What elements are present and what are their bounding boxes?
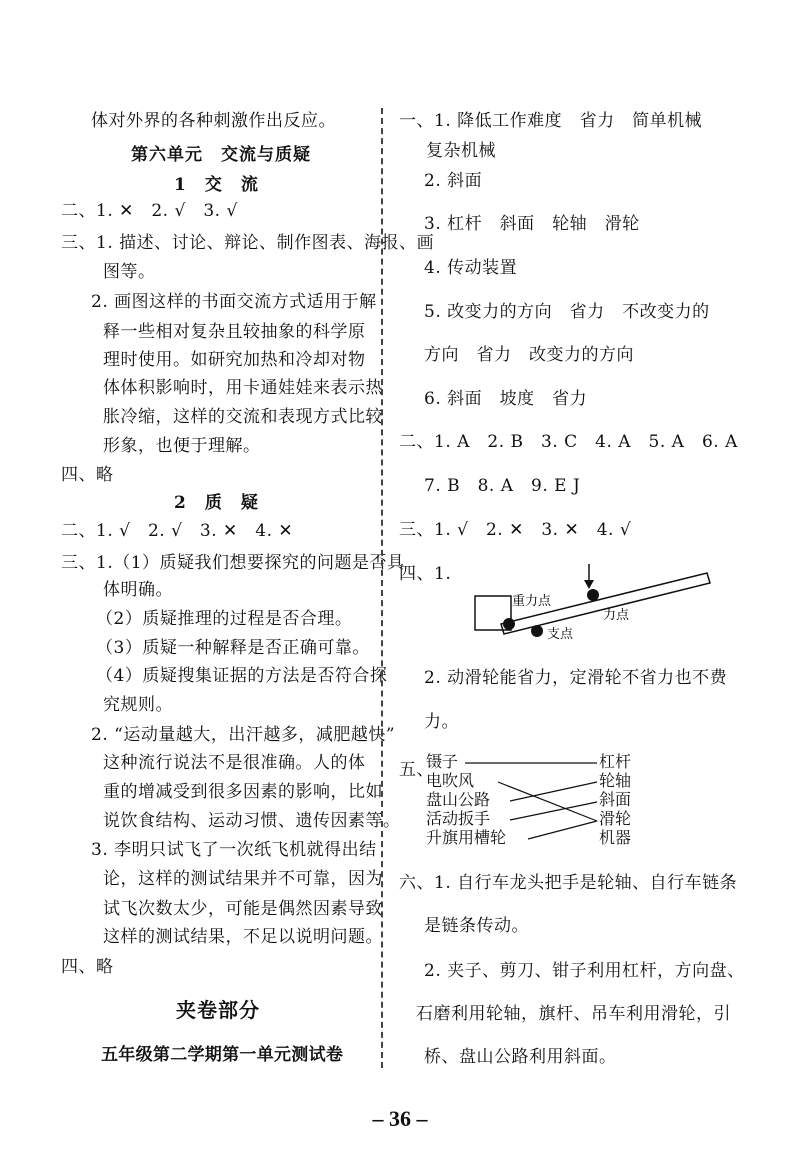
column-divider: [381, 108, 383, 1068]
match-left-item: 电吹风: [426, 771, 475, 790]
answer-line: 3. 李明只试飞了一次纸飞机就得出结: [91, 840, 377, 860]
match-line: [528, 821, 597, 839]
match-right-item: 滑轮: [599, 809, 632, 828]
answer-line: 体对外界的各种刺激作出反应。: [91, 111, 336, 131]
match-right-item: 杠杆: [599, 752, 632, 771]
answer-line: 一、1. 降低工作难度 省力 简单机械: [399, 111, 703, 131]
answer-line: 力。: [424, 712, 459, 732]
answer-line: 二、1. ✕ 2. √ 3. √: [61, 201, 238, 221]
answer-line: 是链条传动。: [424, 916, 529, 936]
answer-line: 7. B 8. A 9. E J: [424, 476, 581, 496]
answer-line: 桥、盘山公路利用斜面。: [424, 1047, 617, 1067]
answer-line: 究规则。: [103, 695, 173, 715]
answer-line: 六、1. 自行车龙头把手是轮轴、自行车链条: [399, 873, 738, 893]
answer-line: （3）质疑一种解释是否正确可靠。: [96, 638, 370, 658]
answer-line: 胀冷缩，这样的交流和表现方式比较: [103, 407, 383, 427]
answer-line: 复杂机械: [426, 141, 496, 161]
answer-line: 说饮食结构、运动习惯、遗传因素等。: [103, 811, 401, 831]
force-arrow-icon: [584, 580, 594, 589]
matching-lines: [460, 755, 600, 845]
exam-title: 五年级第二学期第一单元测试卷: [101, 1045, 344, 1065]
answer-line: 方向 省力 改变力的方向: [424, 345, 634, 365]
match-right-item: 斜面: [599, 790, 632, 809]
answer-line: 体明确。: [103, 580, 173, 600]
answer-line: 试飞次数太少，可能是偶然因素导致: [103, 899, 383, 919]
answer-line: 石磨利用轮轴，旗杆、吊车利用滑轮，引: [416, 1004, 731, 1024]
answer-line: （4）质疑搜集证据的方法是否符合探: [96, 666, 388, 686]
answer-line: 四、略: [61, 465, 114, 485]
answer-line: 2. 斜面: [424, 171, 483, 191]
match-right-item: 机器: [599, 828, 632, 847]
match-left-item: 盘山公路: [426, 790, 491, 809]
gravity-label: 重力点: [512, 594, 552, 609]
answer-line: 四、1.: [399, 564, 452, 584]
match-line: [498, 782, 597, 821]
answer-line: 2. “运动量越大，出汗越多，减肥越快”: [91, 725, 396, 745]
answer-line: 4. 传动装置: [424, 258, 518, 278]
force-label: 力点: [603, 608, 630, 623]
section-title: 夹卷部分: [176, 998, 260, 1022]
answer-line: 释一些相对复杂且较抽象的科学原: [103, 322, 366, 342]
match-left-item: 升旗用槽轮: [426, 828, 507, 847]
answer-line: 论，这样的测试结果并不可靠，因为: [103, 869, 383, 889]
answer-line: 三、1. √ 2. ✕ 3. ✕ 4. √: [399, 520, 632, 540]
gravity-point-dot: [503, 618, 515, 630]
force-point-dot: [587, 589, 599, 601]
answer-line: 5. 改变力的方向 省力 不改变力的: [424, 302, 710, 322]
lever-diagram: [465, 560, 725, 660]
answer-line: 2. 动滑轮能省力，定滑轮不省力也不费: [424, 668, 728, 688]
unit-title: 第六单元 交流与质疑: [131, 145, 311, 165]
answer-line: 3. 杠杆 斜面 轮轴 滑轮: [424, 214, 640, 234]
answer-line: 2. 画图这样的书面交流方式适用于解: [91, 292, 377, 312]
fulcrum-dot: [531, 625, 543, 637]
match-left-item: 镊子: [426, 752, 459, 771]
answer-line: 2. 夹子、剪刀、钳子利用杠杆，方向盘、: [424, 961, 745, 981]
answer-line: 二、1. √ 2. √ 3. ✕ 4. ✕: [61, 521, 294, 541]
answer-line: 这种流行说法不是很准确。人的体: [103, 753, 366, 773]
answer-line: 四、略: [61, 957, 114, 977]
fulcrum-label: 支点: [547, 627, 574, 642]
match-left-item: 活动扳手: [426, 809, 491, 828]
answer-line: 三、1. 描述、讨论、辩论、制作图表、海报、画: [61, 233, 435, 253]
answer-line: 三、1.（1）质疑我们想要探究的问题是否具: [61, 553, 405, 573]
answer-line: 重的增减受到很多因素的影响，比如: [103, 782, 383, 802]
answer-line: 图等。: [103, 262, 156, 282]
answer-line: 二、1. A 2. B 3. C 4. A 5. A 6. A: [399, 432, 738, 452]
answer-line: 五、: [399, 760, 434, 780]
answer-line: 这样的测试结果，不足以说明问题。: [103, 927, 383, 947]
lesson-title: 1 交 流: [174, 175, 259, 195]
answer-line: 理时使用。如研究加热和冷却对物: [103, 350, 366, 370]
answer-line: 形象，也便于理解。: [103, 436, 261, 456]
answer-line: 6. 斜面 坡度 省力: [424, 389, 588, 409]
lesson-title: 2 质 疑: [174, 493, 259, 513]
page-number: – 36 –: [372, 1106, 428, 1131]
answer-line: 体体积影响时，用卡通娃娃来表示热: [103, 378, 383, 398]
answer-line: （2）质疑推理的过程是否合理。: [96, 609, 353, 629]
match-right-item: 轮轴: [599, 771, 632, 790]
match-line: [510, 802, 597, 820]
